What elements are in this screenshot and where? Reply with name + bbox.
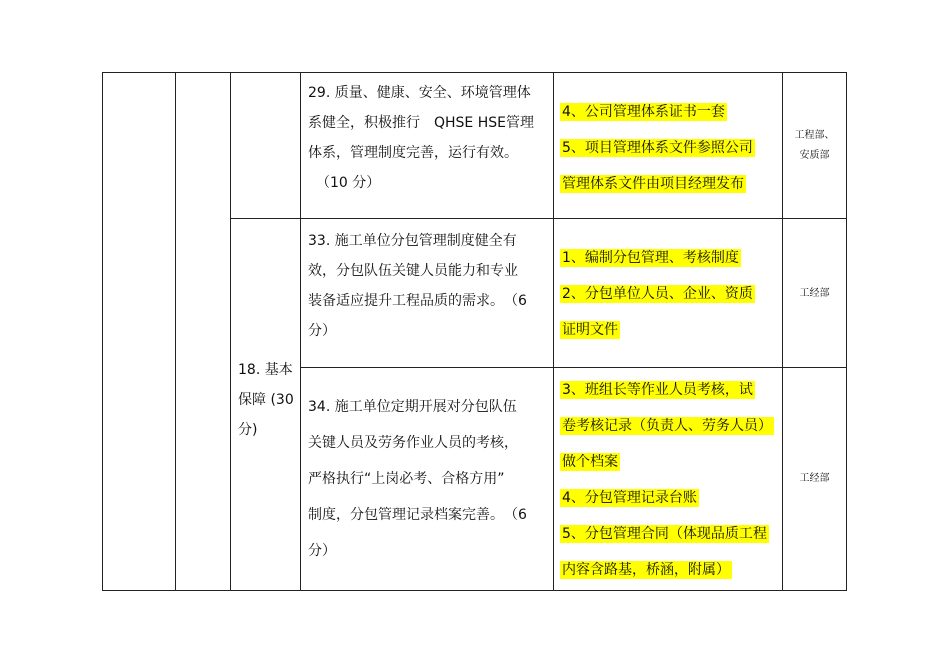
department-cell: [783, 284, 846, 304]
criteria-line: 严格执行“上岗必考、合格方用”: [308, 471, 505, 487]
evidence-item: 管理体系文件由项目经理发布: [562, 176, 744, 192]
evidence-item: 5、项目管理体系文件参照公司: [562, 140, 753, 156]
section-title-line: 保障 (30: [238, 392, 294, 408]
evidence-item: 卷考核记录（负责人、劳务人员）: [562, 418, 772, 434]
criteria-line: 分）: [308, 323, 336, 339]
department-cell: [783, 469, 846, 489]
criteria-line: 体系，管理制度完善，运行有效。: [308, 145, 518, 161]
column-divider-2: [230, 72, 231, 591]
criteria-line: 关键人员及劳务作业人员的考核，: [308, 435, 518, 451]
criteria-line: 33. 施工单位分包管理制度健全有: [308, 233, 517, 249]
department-label: 工程部、: [794, 130, 835, 141]
row-divider-1: [230, 218, 847, 219]
evidence-item: 2、分包单位人员、企业、资质: [562, 286, 753, 302]
table-border-bottom: [102, 590, 847, 591]
evidence-item: 做个档案: [562, 454, 618, 470]
evidence-item: 4、公司管理体系证书一套: [562, 104, 725, 120]
column-divider-4: [553, 72, 554, 591]
criteria-cell: [308, 226, 552, 346]
evidence-item: 内容含路基，桥涵，附属）: [562, 562, 730, 578]
criteria-line: 系健全，积极推行 QHSE HSE管理: [308, 115, 534, 131]
department-label: 工经部: [799, 288, 830, 299]
evidence-cell: [560, 240, 780, 348]
criteria-line: 分）: [308, 543, 336, 559]
evidence-item: 3、班组长等作业人员考核，试: [562, 382, 753, 398]
department-label: 安质部: [799, 150, 830, 161]
evidence-cell: [560, 372, 780, 588]
criteria-line: 制度，分包管理记录档案完善。 （6: [308, 507, 527, 523]
department-cell: [783, 126, 846, 166]
column-divider-3: [300, 72, 301, 591]
section-title-line: 分): [238, 422, 258, 438]
section-title-line: 18. 基本: [238, 362, 293, 378]
evidence-item: 4、分包管理记录台账: [562, 490, 697, 506]
criteria-line: 装备适应提升工程品质的需求。 （6: [308, 293, 527, 309]
evidence-item: 证明文件: [562, 322, 618, 338]
criteria-line: 效，分包队伍关键人员能力和专业: [308, 263, 518, 279]
criteria-line: 34. 施工单位定期开展对分包队伍: [308, 399, 517, 415]
criteria-line: （10 分）: [316, 175, 381, 191]
criteria-line: 29. 质量、健康、安全、环境管理体: [308, 85, 531, 101]
table-border-top: [102, 72, 847, 73]
criteria-cell: [308, 78, 550, 198]
table-border-left: [102, 72, 103, 591]
assessment-table: [102, 72, 847, 591]
column-divider-1: [175, 72, 176, 591]
evidence-item: 1、编制分包管理、考核制度: [562, 250, 739, 266]
section-title: [238, 355, 298, 445]
department-label: 工经部: [799, 473, 830, 484]
criteria-cell: [308, 389, 552, 569]
row-divider-2: [300, 367, 847, 368]
evidence-item: 5、分包管理合同（体现品质工程: [562, 526, 767, 542]
table-border-right: [846, 72, 847, 591]
evidence-cell: [560, 94, 780, 202]
